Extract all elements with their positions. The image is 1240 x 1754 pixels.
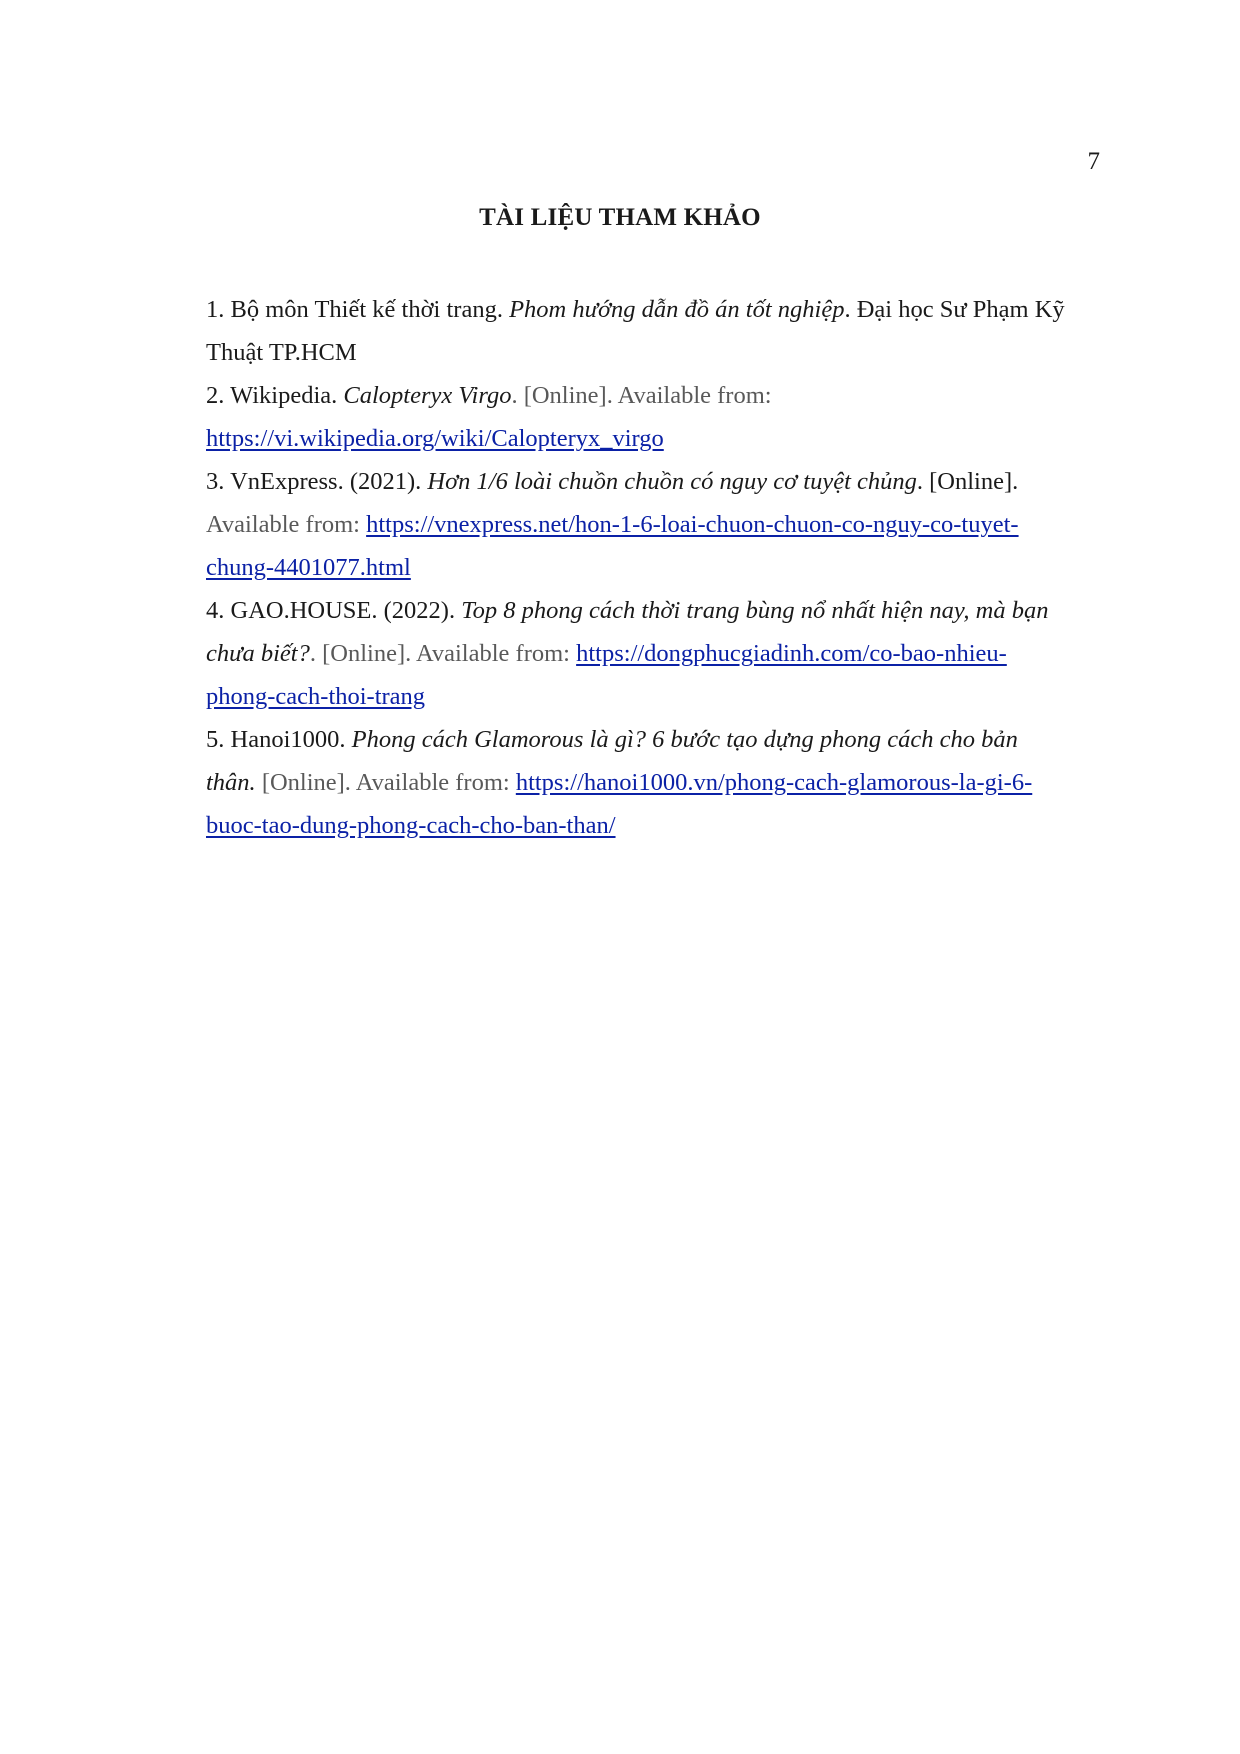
reference-link-part: https://hanoi1000.vn/phong-cach-glamorous-la-gi-6-	[515, 769, 1033, 796]
reference-author: Hanoi1000.	[230, 726, 346, 753]
reference-online: . [Online].	[916, 468, 1019, 495]
reference-author: VnExpress. (2021).	[230, 468, 422, 495]
reference-title-cont: chưa biết?	[206, 640, 310, 667]
page-number: 7	[1087, 148, 1100, 175]
reference-title: Calopteryx Virgo	[343, 382, 512, 409]
reference-availability: . [Online]. Available from:	[511, 382, 772, 409]
reference-item-4	[206, 589, 1096, 718]
reference-link-part: buoc-tao-dung-phong-cach-cho-ban-than/	[206, 812, 616, 839]
reference-publisher: . Đại học Sư Phạm Kỹ	[844, 296, 1065, 323]
reference-number: 3.	[206, 468, 225, 495]
reference-availability: Available from:	[206, 511, 360, 538]
reference-author: GAO.HOUSE. (2022).	[230, 597, 456, 624]
reference-link-part: https://vnexpress.net/hon-1-6-loai-chuon-chuon-co-nguy-co-tuyet-	[366, 511, 1019, 538]
reference-number: 2.	[206, 382, 225, 409]
reference-number: 1.	[206, 296, 225, 323]
reference-link[interactable]: https://vi.wikipedia.org/wiki/Calopteryx_virgo	[206, 425, 664, 452]
reference-availability: [Online]. Available from:	[255, 769, 510, 796]
reference-author: Bộ môn Thiết kế thời trang.	[230, 296, 503, 323]
reference-title: Phong cách Glamorous là gì? 6 bước tạo dựng phong cách cho bản	[351, 726, 1018, 753]
reference-title-cont: thân.	[206, 769, 256, 796]
reference-item-2	[206, 374, 1096, 460]
reference-link-part: chung-4401077.html	[206, 554, 411, 581]
reference-item-3	[206, 460, 1096, 589]
reference-number: 5.	[206, 726, 225, 753]
reference-link-part: phong-cach-thoi-trang	[206, 683, 426, 710]
reference-number: 4.	[206, 597, 225, 624]
reference-title: Hơn 1/6 loài chuồn chuồn có nguy cơ tuyệt chủng	[427, 468, 917, 495]
reference-title: Phom hướng dẫn đồ án tốt nghiệp	[509, 296, 845, 323]
reference-item-5	[206, 718, 1096, 847]
reference-title: Top 8 phong cách thời trang bùng nổ nhất hiện nay, mà bạn	[461, 597, 1049, 624]
reference-publisher-cont: Thuật TP.HCM	[206, 339, 357, 366]
reference-link-part: https://dongphucgiadinh.com/co-bao-nhieu-	[576, 640, 1007, 667]
reference-list	[206, 288, 1096, 847]
reference-author: Wikipedia.	[230, 382, 338, 409]
page-title: TÀI LIỆU THAM KHẢO	[479, 204, 761, 231]
reference-availability: . [Online]. Available from:	[309, 640, 570, 667]
reference-item-1	[206, 288, 1096, 374]
